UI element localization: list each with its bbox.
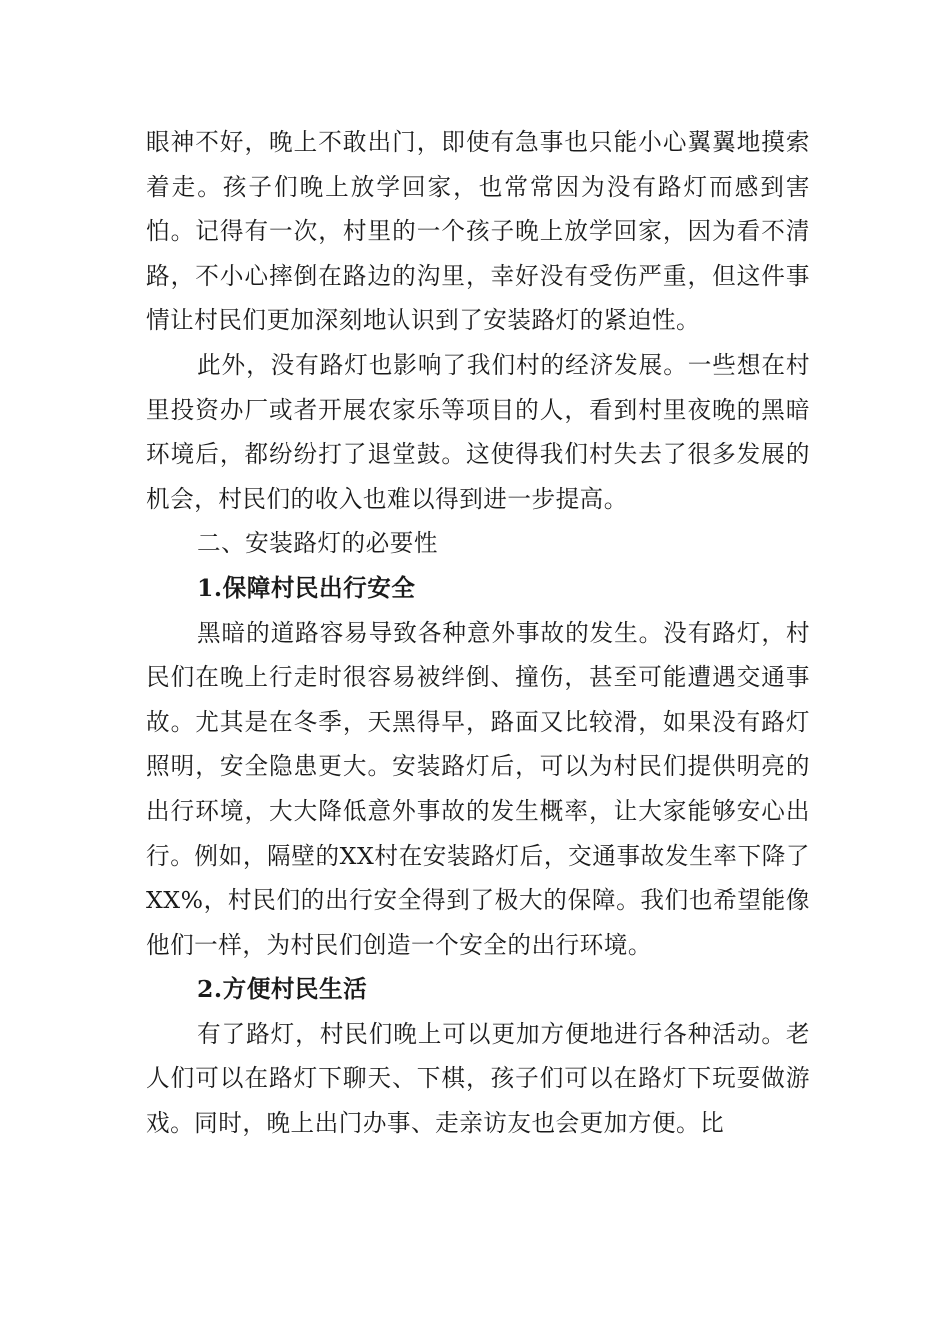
paragraph-continued: 眼神不好，晚上不敢出门，即使有急事也只能小心翼翼地摸索着走。孩子们晚上放学回家，也常常因为没有路灯而感到害怕。记得有一次，村里的一个孩子晚上放学回家，因为看不清路，不小心摔倒在路边的沟里，幸好没有受伤严重，但这件事情让村民们更加深刻地认识到了安装路灯的紧迫性。 xyxy=(146,128,810,335)
document-body xyxy=(146,120,810,1146)
paragraph-safety: 黑暗的道路容易导致各种意外事故的发生。没有路灯，村民们在晚上行走时很容易被绊倒、撞伤，甚至可能遭遇交通事故。尤其是在冬季，天黑得早，路面又比较滑，如果没有路灯照明，安全隐患更大。安装路灯后，可以为村民们提供明亮的出行环境，大大降低意外事故的发生概率，让大家能够安心出行。例如，隔壁的XX村在安装路灯后，交通事故发生率下降了XX%，村民们的出行安全得到了极大的保障。我们也希望能像他们一样，为村民们创造一个安全的出行环境。 xyxy=(146,618,810,959)
subheading-convenience: 2.方便村民生活 xyxy=(197,975,368,1004)
subheading-safety: 1.保障村民出行安全 xyxy=(197,573,416,602)
section-heading-necessity: 二、安装路灯的必要性 xyxy=(197,529,438,558)
paragraph-economic-impact: 此外，没有路灯也影响了我们村的经济发展。一些想在村里投资办厂或者开展农家乐等项目的人，看到村里夜晚的黑暗环境后，都纷纷打了退堂鼓。这使得我们村失去了很多发展的机会，村民们的收入也难以得到进一步提高。 xyxy=(146,350,810,513)
paragraph-convenience: 有了路灯，村民们晚上可以更加方便地进行各种活动。老人们可以在路灯下聊天、下棋，孩子们可以在路灯下玩耍做游戏。同时，晚上出门办事、走亲访友也会更加方便。比 xyxy=(146,1019,810,1138)
